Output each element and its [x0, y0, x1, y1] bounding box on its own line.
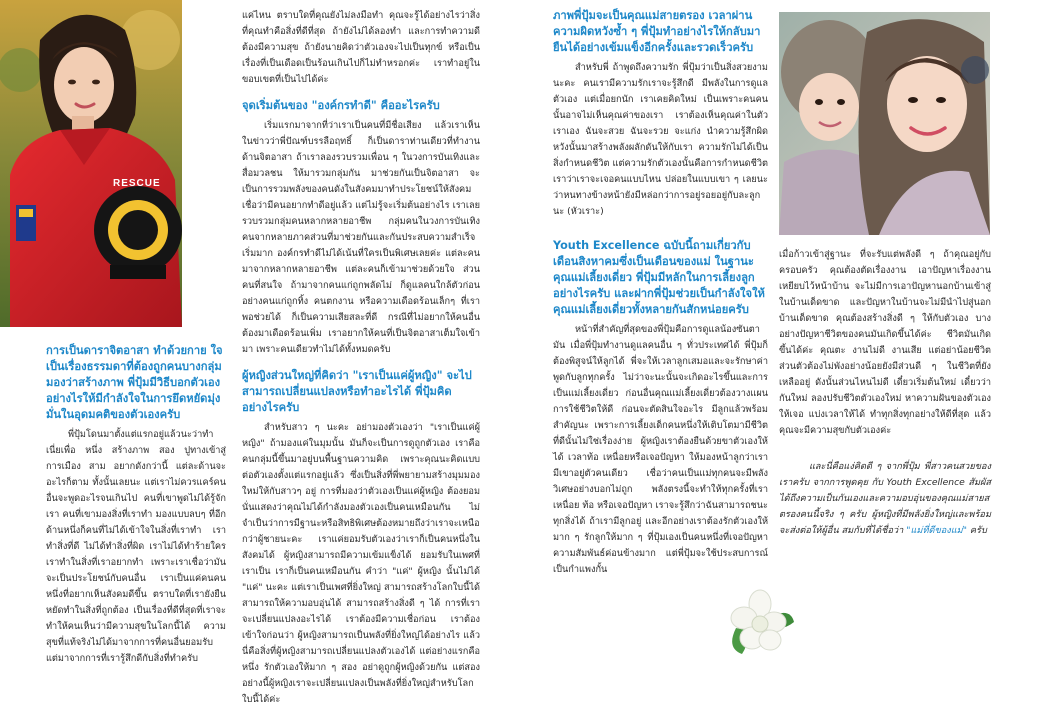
col2-heading-1: จุดเริ่มต้นของ "องค์กรทำดี" คืออะไรครับ	[242, 99, 440, 112]
col4-closing-end: ครับ	[969, 525, 987, 536]
col1-heading: การเป็นดาราจิตอาสา ทำด้วยกาย ใจ เป็นเรื่องธรรมดาที่ต้องถูกคนบางกลุ่มมองว่าสร้างภาพ พี่ปุ้มมีวิธีบอกตัวเองอย่างไรให้มีกำลังใจในการยึดหยัดมุ่งมั่นในอุดมคติของตัวเองครับ	[46, 344, 223, 421]
col2-heading-2: ผู้หญิงส่วนใหญ่ที่คิดว่า "เราเป็นแค่ผู้หญิง" จะไปสามารถเปลี่ยนแปลงหรือทำอะไรได้ พี่ปุ้มคิดอย่างไรครับ	[242, 369, 472, 414]
col4-closing	[779, 459, 991, 539]
col2-body-2: สำหรับสาว ๆ นะคะ อย่ามองตัวเองว่า "เราเป็นแค่ผู้หญิง" ถ้ามองแค่ในมุมนั้น มันก็จะเป็นการดูถูกตัวเอง เราคือคนกลุ่มนี้ขึ้นมาอยู่บนพื้นฐานความคิด เพราะคุณนะคิดแบบต่อตัวเองตั้งแต่แรกอยู่แล้ว ซึ่งเป็นสิ่งที่พี่พยายามสร้างมุมมองใหม่ให้กับสาวๆ อยู่ การที่มองว่าตัวเองเป็นแค่ผู้หญิง ต้องยอม นั่นแสดงว่าคุณไม่ได้กำลังมองตัวเองเป็นคนเหมือนกัน ไม่จำเป็นว่าการมีฐานะหรือสิทธิพิเศษต้องหมายถึงว่าเราจะเหนือกว่าผู้ชายนะคะ เราแค่ยอมรับตัวเองว่าเราก็เป็นคนหนึ่งในสังคมได้ ผู้หญิงสามารถมีความเข้มแข็งได้ ยอมรับในเพศที่เราเป็น เราก็เป็นคนเหมือนกัน คำว่า "แค่" ผู้หญิง นั้นไม่ได้ "แค่" นะคะ แต่เราเป็นเพศที่ยิ่งใหญ่ สามารถสร้างโลกใบนี้ได้ สามารถให้ความอบอุ่นได้ สามารถสร้างสิ่งดี ๆ ได้ การที่เราจะเปลี่ยนแปลงอะไรได้ เราต้องมีความเชื่อก่อน เราต้องเข้าใจก่อนว่า ผู้หญิงสามารถเป็นพลังที่ยิ่งใหญ่ได้อย่างไร แล้วนี่คือสิ่งที่ผู้หญิงสามารถเปลี่ยนแปลงตัวเองได้ แต่อย่างแรกคือ หนึ่ง รักตัวเองให้มาก ๆ สอง อย่าดูถูกผู้หญิงด้วยกัน แต่สองอย่างนี้ผู้หญิงเราจะเปลี่ยนแปลงเป็นพลังที่ยิ่งใหญ่สำหรับโลกใบนี้ได้ค่ะ	[242, 422, 480, 705]
col4-closing-text: และนี่คือแง่คิดดี ๆ จากพี่ปุ้ม พี่สาวคนสวยของเราครับ จากการพูดคุย กับ Youth Excellence สัมผัสได้ถึงความเป็นกันเองและความอบอุ่นของคุณแม่สายสตรองคนนี้จริง ๆ ครับ ผู้หญิงที่มีพลังยิ่งใหญ่และพร้อมจะส่งต่อให้ผู้อื่น สมกับที่ได้ชื่อว่า	[779, 461, 991, 536]
rescue-woman-illustration	[0, 0, 182, 327]
col1-body: พี่ปุ้มโดนมาตั้งแต่แรกอยู่แล้วนะว่าทำเนี่ยเพื่อ หนึ่ง สร้างภาพ สอง ปูทางเข้าสู่การเมือง สาม อยากดังกว่านี้ แต่ละด้านจะอะไรก็ตาม ทั้งนั้นเลยนะ แต่เราไม่ควรแคร์คนอื่นจะพูดอะไรจนเกินไป คนที่เขาพูดไม่ได้รู้จักเรา คนที่เขามองสิ่งที่เราทำ มองแบบลบๆ ที่อีกด้านหนึ่งก็คนที่ไม่ได้เข้าใจในสิ่งที่เราทำ เราทำสิ่งที่ดี ไม่ได้ทำสิ่งที่ผิด เราไม่ได้ทำร้ายใคร เราทำในสิ่งที่เราอยากทำ เพราะเราเชื่อว่ามันจะเป็นประโยชน์กับคนอื่น เราเป็นแค่คนคนหนึ่งที่อยากเห็นสังคมดีขึ้น ตราบใดที่เรายังยืนหยัดทำในสิ่งที่ถูกต้อง เป็นเรื่องที่ดีที่สุดที่เราจะทำให้คนเห็นว่ามีความสุขในโลกนี้ได้ ความสุขที่แท้จริงไม่ได้มาจากการที่คนอื่นยอมรับ แต่มาจากการที่เรารู้สึกดีกับสิ่งที่ทำครับ	[46, 429, 226, 664]
rescue-patch-label: RESCUE	[113, 178, 161, 189]
mother-child-illustration	[779, 12, 990, 235]
col3-body-1: สำหรับพี่ ถ้าพูดถึงความรัก พี่ปุ้มว่าเป็นสิ่งสวยงามนะคะ คนเรามีความรักเราจะรู้สึกดี มีพลังในการดูแลตัวเอง แต่เมื่อยกนัก เราเคยคิดใหม่ เป็นเพราะคนคนนั้นอาจไม่เห็นคุณค่าของเรา เราต้องเห็นคุณค่าในตัวเราเอง ฉันจะสวย ฉันจะรวย จะแก่ง นำความรู้สึกผิดหวังนั้นมาสร้างพลังผลักดันให้กับเรา ความรักไม่ได้เป็นสิ่งกำหนดชีวิต แต่ความรักตัวเองนั้นคือการกำหนดชีวิตเราว่าเราจะเจอคนแบบไหน ปล่อยในแบบเขา ๆ เลยนะว่าหนทางข้างหน้ายังมีหล่อกว่าการอยู่รอยอยู่กับละลูกนะ (หัวเราะ)	[553, 62, 768, 217]
col3-heading-1: ภาพพี่ปุ้มจะเป็นคุณแม่สายตรอง เวลาผ่านความผิดหวังซ้ำ ๆ พี่ปุ้มทำอย่างไรให้กลับมายืนได้อย่างเข้มแข็งอีกครั้งและรวดเร็วครับ	[553, 9, 761, 54]
col4-closing-highlight: "แม่ที่ดีของแม่"	[906, 525, 967, 536]
col3-heading-2: Youth Excellence ฉบับนี้ถามเกี่ยวกับเดือนสิงหาคมซึ่งเป็นเดือนของแม่ ในฐานะคุณแม่เลี้ยงเดี่ยว พี่ปุ้มมีหลักในการเลี้ยงลูกอย่างไรครับ และฝากพี่ปุ้มช่วยเป็นกำลังใจให้คุณแม่เลี้ยงเดี่ยวทั้งหลายกันสักหน่อยครับ	[553, 239, 765, 316]
column-4	[779, 247, 991, 577]
col2-body-1: เริ่มแรกมาจากที่ว่าเราเป็นคนที่มีชื่อเสียง แล้วเราเห็นในข่าวว่าพี่ปัณฑ์บรรลือฤทธิ์ ก็เป็นดาราท่านเดียวที่ทำงานด้านจิตอาสา ถ้าเราลองรวบรวมเพื่อน ๆ ในวงการบันเทิงและสื่อมวลชน ให้มารวมกลุ่มกัน มาช่วยกันเป็นจิตอาสา จะเป็นการรวมพลังของคนดังในสังคมมาทำประโยชน์ให้สังคม เชื่อว่ามีคนอยากทำดีอยู่แล้ว แต่ไม่รู้จะเริ่มต้นอย่างไร เราเลยรวบรวมกลุ่มคนหลากหลายอาชีพ กลุ่มคนในวงการบันเทิง คนจากหลายภาคส่วนที่มาช่วยกันและกันประสบความสำเร็จเริ่มมาก องค์กรทำดีไม่ได้เน้นที่ใครเป็นพิเศษเลยค่ะ แต่ละคนมาจากหลากหลายอาชีพ แต่ละคนก็เข้ามาช่วยด้วยใจ ส่วนคนที่สนใจ ถ้ามาจากคนแก่ถูกพลัดไม่ ก็ดูแลคนใกล้ตัวก่อน อย่างคนแก่ถูกทิ้ง คนตกงาน หรือความเดือดร้อนเล็กๆ ที่เราพอช่วยได้ ก็เป็นความเสียสละที่ดี กรณีที่ไม่อยากให้คนอื่นต้องมาเดือดร้อนเพิ่ม เราอยากให้คนที่เป็นจิตอาสาเต็มใจเข้ามา เพราะคนเดียวทำไม่ได้ทั้งหมดครับ	[242, 120, 480, 355]
photo-rescue-woman	[0, 0, 182, 327]
photo-mother-child	[779, 12, 990, 235]
column-2	[242, 8, 480, 705]
jasmine-flower-icon	[724, 588, 796, 662]
col2-intro: แค่ไหน ตราบใดที่คุณยังไม่ลงมือทำ คุณจะรู้ได้อย่างไรว่าสิ่งที่คุณทำคือสิ่งที่ดีที่สุด ถ้ายังไม่ได้ลองทำ และการทำความดีต้องมีความสุข ถ้ายังนายคิดว่าตัวเองจะไปเป็นทุกข์ หรือเป็นเรื่องที่เป็นเดือดเป็นร้อนเกินไปก็ไม่ทำหรอกค่ะ เราทำอยู่ในขอบเขตที่เป็นไปได้ค่ะ	[242, 10, 480, 85]
col4-body: เมื่อก้าวเข้าสู่ฐานะ ที่จะรับแต่พลังดี ๆ ถ้าคุณอยู่กับครอบครัว คุณต้องตัดเรื่องงาน เอาปัญหาเรื่องงานเหยียบไว้หน้าบ้าน จะไม่มีการเอาปัญหานอกบ้านเข้าสู่ในบ้านเด็ดขาด และปัญหาในบ้านจะไม่มีนำไปสู่นอกบ้านเด็ดขาด คุณต้องสร้างสิ่งดี ๆ ให้กับตัวเอง บางอย่างปัญหาชีวิตของคนมันเกิดขึ้นได้ค่ะ ชีวิตมันเกิดขึ้นได้ค่ะ คุณตะ งานไม่ดี งานเสีย แต่อย่าน้อยชีวิตส่วนตัวต้องไม่พังอย่างน้อยยังมีส่วนดี ๆ ในชีวิตที่ยังเหลืออยู่ ดังนั้นส่วนไหนไม่ดี เดี๋ยวเริ่มต้นใหม่ เดี๋ยวว่ากันใหม่ ลองปรับชีวิตตัวเองใหม่ หาความฝันของตัวเองให้เจอ แบ่งเวลาให้ได้ ทำทุกสิ่งทุกอย่างให้ดีที่สุด แล้วคุณจะมีความสุขกับตัวเองค่ะ	[779, 249, 991, 436]
col3-body-2: หน้าที่สำคัญที่สุดของพี่ปุ้มคือการดูแลน้องซันตามัน เมื่อพี่ปุ้มทำงานดูแลคนอื่น ๆ ทั่วประเทศได้ พี่ปุ้มก็ต้องพิสูจน์ให้ลูกได้ พี่จะให้เวลาลูกเสมอและจะรักษาค่าพูดกับลูกทุกครั้ง ไม่ว่าจะนะนั้นจะเกิดอะไรขึ้นและการเป็นแม่เลี้ยงเดี่ยว ก่อนอื่นคุณแม่เลี้ยงเดี่ยวต้องวางแผนการใช้ชีวิตให้ดี ก่อนจะตัดสินใจอะไร มีลูกแล้วพร้อมสำคัญนะ เพราะการเลี้ยงเด็กคนหนึ่งให้เติบโตมามีชีวิตที่ดีนั้นไม่ใช่เรื่องง่าย ผู้หญิงเราต้องยืนด้วยขาตัวเองให้ได้ เวลาท้อ เหนื่อยหรือเจอปัญหา ให้มองหน้าลูกว่าเรามีเขาอยู่ตัวคนเดียว เชื่อว่าคนเป็นแม่ทุกคนจะมีพลังวิเศษอย่างบอกไม่ถูก พลังตรงนี้จะทำให้ทุกครั้งที่เราเหนื่อย ท้อ หรือเจอปัญหา เราจะรู้สึกว่าฉันสามารถชนะทุกสิ่งได้ ถ้าเรามีลูกอยู่ และอีกอย่างเราต้องรักตัวเองให้มาก ๆ รักลูกให้มาก ๆ ที่ปุ้มเองเป็นคนหนึ่งที่เจอปัญหาความสัมพันธ์ค่อนข้างมาก แต่พี่ปุ้มจะใช้ประสบการณ์เป็นกำแพงกั้น	[553, 324, 768, 575]
column-3	[553, 8, 768, 588]
column-1	[46, 343, 226, 673]
